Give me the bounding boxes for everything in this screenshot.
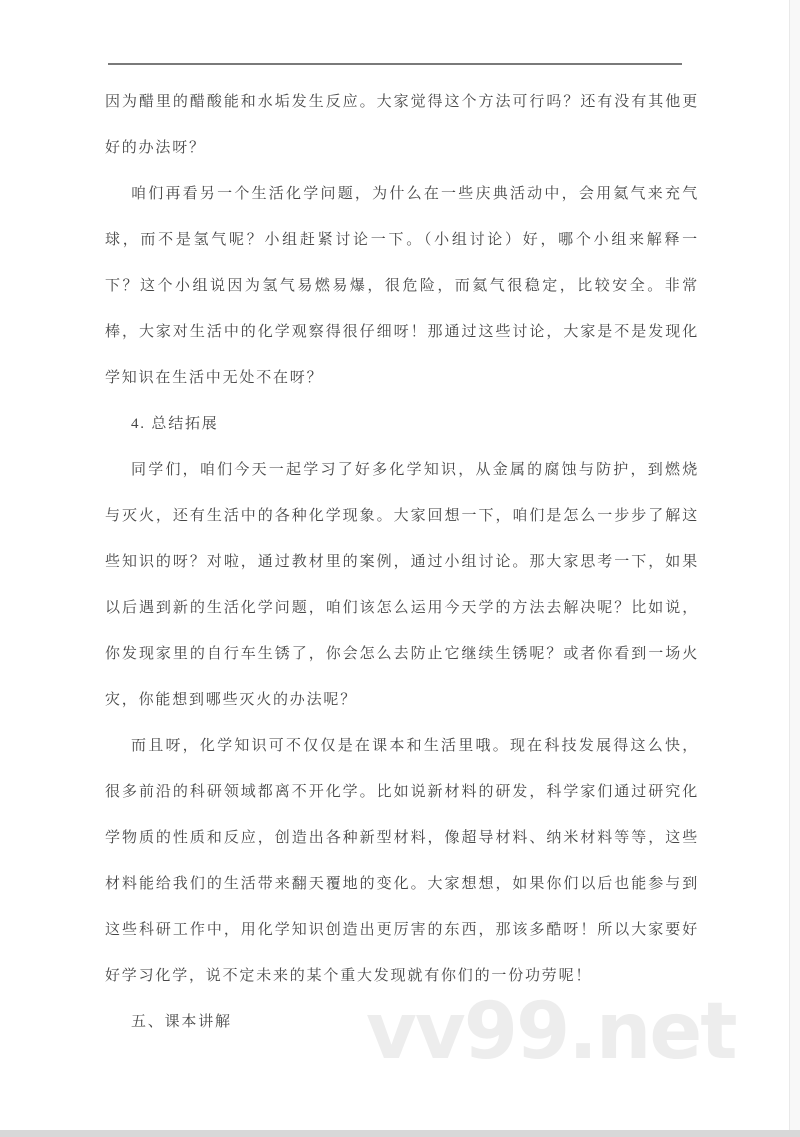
page-bottom-edge — [0, 1130, 800, 1137]
section-heading-textbook: 五、课本讲解 — [131, 1014, 232, 1030]
paragraph: 咱们再看另一个生活化学问题，为什么在一些庆典活动中，会用氦气来充气球，而不是氢气呢？小组赶紧讨论一下。（小组讨论）好，哪个小组来解释一下？这个小组说因为氢气易燃易爆，很危险，而氦气很稳定，比较安全。非常棒，大家对生活中的化学观察得很仔细呀！那通过这些讨论，大家是不是发现化学知识在生活中无处不在呀？ — [105, 186, 699, 386]
paragraph: 同学们，咱们今天一起学习了好多化学知识，从金属的腐蚀与防护，到燃烧与灭火，还有生活中的各种化学现象。大家回想一下，咱们是怎么一步步了解这些知识的呀？对啦，通过教材里的案例，通过小组讨论。那大家思考一下，如果以后遇到新的生活化学问题，咱们该怎么运用今天学的方法去解决呢？比如说，你发现家里的自行车生锈了，你会怎么去防止它继续生锈呢？或者你看到一场火灾，你能想到哪些灭火的办法呢？ — [105, 462, 699, 708]
document-body — [105, 79, 699, 1045]
section-divider — [108, 63, 682, 65]
page-right-edge — [789, 0, 800, 1137]
watermark: vv99.net — [366, 987, 736, 1077]
paragraph: 而且呀，化学知识可不仅仅是在课本和生活里哦。现在科技发展得这么快，很多前沿的科研领域都离不开化学。比如说新材料的研发，科学家们通过研究化学物质的性质和反应，创造出各种新型材料，像超导材料、纳米材料等等，这些材料能给我们的生活带来翻天覆地的变化。大家想想，如果你们以后也能参与到这些科研工作中，用化学知识创造出更厉害的东西，那该多酷呀！所以大家要好好学习化学，说不定未来的某个重大发现就有你们的一份功劳呢！ — [105, 738, 699, 984]
paragraph: 因为醋里的醋酸能和水垢发生反应。大家觉得这个方法可行吗？还有没有其他更好的办法呀？ — [105, 94, 699, 156]
section-heading-summary: 4. 总结拓展 — [131, 416, 219, 432]
